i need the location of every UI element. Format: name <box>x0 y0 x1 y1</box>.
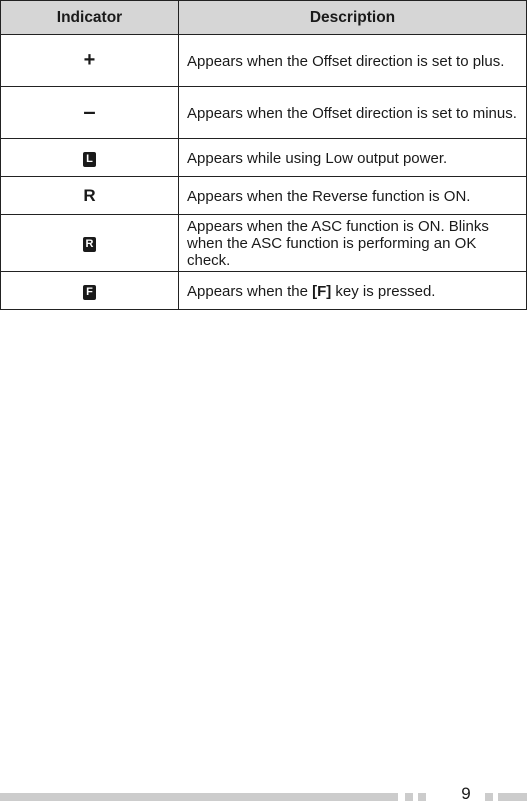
table-row <box>1 87 527 139</box>
table-row <box>1 215 527 272</box>
indicator-cell <box>1 139 179 177</box>
low-power-indicator-icon: L <box>83 152 96 167</box>
indicator-cell <box>1 215 179 272</box>
header-description: Description <box>179 1 527 35</box>
indicator-cell <box>1 177 179 215</box>
table-row <box>1 35 527 87</box>
footer-bar-segment <box>405 793 413 801</box>
description-cell: Appears when the Offset direction is set to minus. <box>179 87 527 139</box>
table-row <box>1 177 527 215</box>
header-indicator: Indicator <box>1 1 179 35</box>
footer-bar <box>0 793 398 801</box>
description-cell: Appears when the Reverse function is ON. <box>179 177 527 215</box>
description-cell: Appears while using Low output power. <box>179 139 527 177</box>
indicator-cell <box>1 87 179 139</box>
table-row <box>1 272 527 310</box>
description-cell <box>179 272 527 310</box>
page-number: 9 <box>461 784 471 803</box>
f-key-label: [F] <box>312 282 332 300</box>
description-cell: Appears when the Offset direction is set to plus. <box>179 35 527 87</box>
asc-indicator-icon: R <box>83 237 96 252</box>
table-row <box>1 139 527 177</box>
table-header-row <box>1 1 527 35</box>
footer-bar-segment <box>485 793 493 801</box>
indicator-cell <box>1 272 179 310</box>
function-key-indicator-icon: F <box>83 285 96 300</box>
reverse-indicator-icon: R <box>83 185 96 205</box>
footer-bar <box>498 793 527 801</box>
description-text: key is pressed. <box>331 282 436 300</box>
page-footer <box>0 784 527 803</box>
plus-indicator-icon: + <box>83 49 96 71</box>
footer-bar-segment <box>418 793 426 801</box>
description-text: Appears when the <box>187 282 313 300</box>
indicator-cell <box>1 35 179 87</box>
indicator-table <box>0 0 527 310</box>
minus-indicator-icon: – <box>83 98 96 124</box>
description-cell: Appears when the ASC function is ON. Blinks when the ASC function is performing an OK check. <box>179 215 527 272</box>
